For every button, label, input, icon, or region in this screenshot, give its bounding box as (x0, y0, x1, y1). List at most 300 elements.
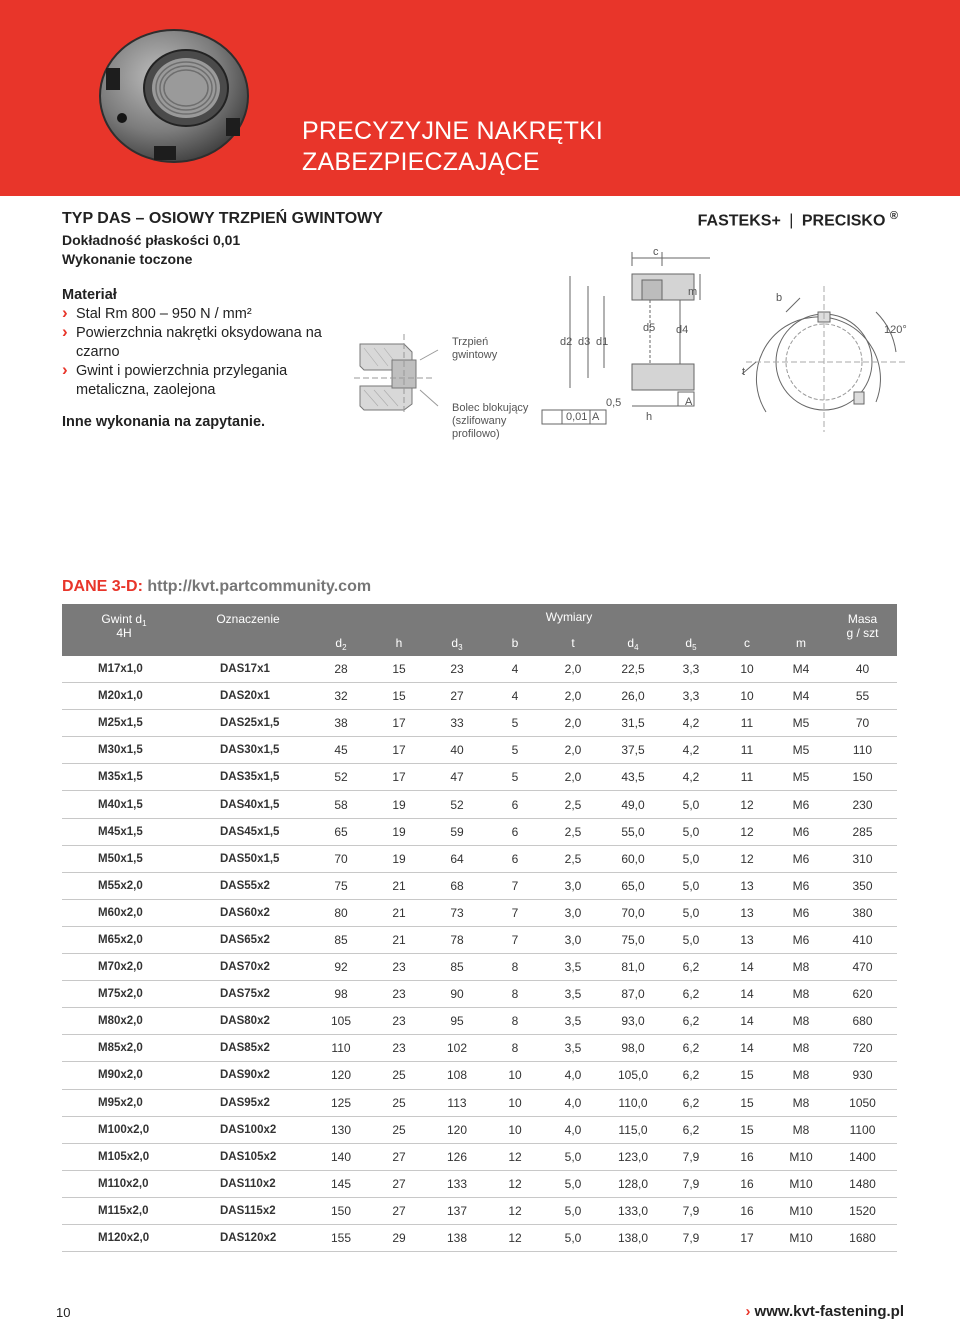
dim-cell: 21 (372, 926, 426, 953)
dim-cell: 10 (720, 656, 774, 683)
mass-cell: 1480 (828, 1170, 897, 1197)
mass-cell: 930 (828, 1062, 897, 1089)
code-cell: DAS40x1,5 (186, 791, 310, 818)
dim-cell: 10 (720, 683, 774, 710)
dim-cell: 52 (310, 764, 372, 791)
mass-cell: 110 (828, 737, 897, 764)
dim-cell: 12 (720, 791, 774, 818)
dim-cell: 3,5 (542, 981, 604, 1008)
col-mass-header: Masa g / szt (828, 604, 897, 656)
dim-cell: 93,0 (604, 1008, 662, 1035)
dim-cell: 113 (426, 1089, 488, 1116)
table-row (62, 656, 897, 683)
mass-cell: 410 (828, 926, 897, 953)
dim-cell: 13 (720, 899, 774, 926)
dim-cell: 2,0 (542, 764, 604, 791)
dane-3d-line (62, 578, 371, 596)
col-dim-header: h (372, 629, 426, 656)
dim-cell: 5,0 (542, 1224, 604, 1251)
mass-cell: 40 (828, 656, 897, 683)
dim-cell: M10 (774, 1224, 828, 1251)
dim-cell: 8 (488, 1035, 542, 1062)
code-cell: DAS25x1,5 (186, 710, 310, 737)
title-line-2: ZABEZPIECZAJĄCE (302, 148, 540, 176)
dim-cell: M8 (774, 954, 828, 981)
dim-cell: 55,0 (604, 818, 662, 845)
code-cell: DAS65x2 (186, 926, 310, 953)
dim-d2: d2 (560, 336, 573, 348)
dim-cell: 17 (372, 764, 426, 791)
dim-cell: M6 (774, 818, 828, 845)
mass-cell: 1400 (828, 1143, 897, 1170)
dim-cell: 3,3 (662, 683, 720, 710)
dim-cell: 2,5 (542, 818, 604, 845)
dim-cell: 98,0 (604, 1035, 662, 1062)
col-dim-header: m (774, 629, 828, 656)
dim-cell: 23 (426, 656, 488, 683)
dim-cell: 19 (372, 845, 426, 872)
dim-cell: 4,2 (662, 737, 720, 764)
code-cell: DAS30x1,5 (186, 737, 310, 764)
page-number: 10 (56, 1305, 71, 1320)
dim-cell: 32 (310, 683, 372, 710)
dim-cell: 25 (372, 1089, 426, 1116)
dim-cell: 150 (310, 1197, 372, 1224)
table-row (62, 926, 897, 953)
mass-cell: 620 (828, 981, 897, 1008)
dim-d3: d3 (578, 336, 591, 348)
dim-cell: 95 (426, 1008, 488, 1035)
dim-cell: 33 (426, 710, 488, 737)
dim-cell: 27 (426, 683, 488, 710)
dim-cell: 4 (488, 683, 542, 710)
dim-cell: 5,0 (662, 818, 720, 845)
dim-cell: 11 (720, 764, 774, 791)
dim-cell: 23 (372, 954, 426, 981)
dim-cell: 12 (488, 1143, 542, 1170)
front-view-diagram (726, 282, 916, 432)
dim-cell: 47 (426, 764, 488, 791)
dim-cell: M6 (774, 899, 828, 926)
dim-m: m (688, 286, 698, 298)
table-row (62, 764, 897, 791)
dim-cell: 3,0 (542, 926, 604, 953)
table-row (62, 899, 897, 926)
dim-cell: 11 (720, 710, 774, 737)
code-cell: DAS45x1,5 (186, 818, 310, 845)
footer-url-text[interactable]: www.kvt-fastening.pl (754, 1303, 904, 1320)
dim-cell: M10 (774, 1170, 828, 1197)
dim-cell: 5 (488, 710, 542, 737)
dim-cell: M4 (774, 683, 828, 710)
mass-cell: 150 (828, 764, 897, 791)
flatness-text: Dokładność płaskości 0,01 (62, 232, 241, 248)
table-body (62, 656, 897, 1252)
dim-cell: 31,5 (604, 710, 662, 737)
dim-cell: 10 (488, 1116, 542, 1143)
table-row (62, 1089, 897, 1116)
thread-cell: M85x2,0 (62, 1035, 186, 1062)
dim-cell: 80 (310, 899, 372, 926)
dim-cell: 81,0 (604, 954, 662, 981)
type-heading: TYP DAS – OSIOWY TRZPIEŃ GWINTOWY (62, 210, 383, 227)
code-cell: DAS17x1 (186, 656, 310, 683)
dim-cell: 6 (488, 845, 542, 872)
tolerance-flatness: 0,01 (566, 411, 588, 423)
col-dim-header: $d_5$ (662, 629, 720, 656)
lock-nut-photo (86, 18, 256, 178)
dim-cell: 22,5 (604, 656, 662, 683)
dim-d4: d4 (676, 324, 689, 336)
dim-cell: M8 (774, 1062, 828, 1089)
dim-cell: 3,5 (542, 954, 604, 981)
dim-cell: 21 (372, 899, 426, 926)
table-row (62, 1116, 897, 1143)
dim-cell: 40 (426, 737, 488, 764)
dim-cell: 123,0 (604, 1143, 662, 1170)
dim-cell: 5,0 (662, 791, 720, 818)
table-row (62, 737, 897, 764)
mass-cell: 55 (828, 683, 897, 710)
material-bullet: › Gwint i powierzchnia przylegania metaliczna, zaolejona (62, 362, 322, 400)
dim-cell: 7 (488, 872, 542, 899)
code-cell: DAS80x2 (186, 1008, 310, 1035)
dim-cell: 5,0 (662, 899, 720, 926)
dim-cell: 8 (488, 981, 542, 1008)
thread-cell: M25x1,5 (62, 710, 186, 737)
dim-cell: 3,3 (662, 656, 720, 683)
chevron-icon: › (745, 1303, 751, 1320)
dim-cell: 17 (372, 737, 426, 764)
thread-cell: M55x2,0 (62, 872, 186, 899)
table-row (62, 1008, 897, 1035)
dim-cell: 13 (720, 926, 774, 953)
dim-cell: 5,0 (542, 1170, 604, 1197)
dim-cell: 8 (488, 1008, 542, 1035)
thread-cell: M17x1,0 (62, 656, 186, 683)
dim-cell: 110 (310, 1035, 372, 1062)
lock-pin-label: Bolec blokujący (szlifowany profilowo) (452, 402, 529, 440)
code-cell: DAS100x2 (186, 1116, 310, 1143)
dim-cell: 15 (720, 1062, 774, 1089)
dim-cell: 19 (372, 818, 426, 845)
dim-cell: 110,0 (604, 1089, 662, 1116)
dim-cell: 25 (372, 1116, 426, 1143)
dim-cell: 7,9 (662, 1224, 720, 1251)
dim-cell: 4,0 (542, 1116, 604, 1143)
dim-cell: 6 (488, 818, 542, 845)
dim-cell: 65,0 (604, 872, 662, 899)
table-row (62, 683, 897, 710)
dim-cell: 138 (426, 1224, 488, 1251)
dim-cell: 23 (372, 1035, 426, 1062)
dim-cell: M10 (774, 1197, 828, 1224)
dim-cell: 73 (426, 899, 488, 926)
dim-cell: 6,2 (662, 981, 720, 1008)
dim-cell: 45 (310, 737, 372, 764)
dim-cell: 27 (372, 1143, 426, 1170)
dim-cell: 6,2 (662, 1089, 720, 1116)
dim-cell: 3,5 (542, 1035, 604, 1062)
other-versions-note: Inne wykonania na zapytanie. (62, 414, 266, 430)
dim-cell: 37,5 (604, 737, 662, 764)
table-row (62, 710, 897, 737)
brand-logo: FASTEKS+ | PRECISKO ® (697, 210, 898, 230)
code-cell: DAS105x2 (186, 1143, 310, 1170)
dim-cell: 68 (426, 872, 488, 899)
dim-cell: 43,5 (604, 764, 662, 791)
col-dim-header: t (542, 629, 604, 656)
dim-cell: 120 (310, 1062, 372, 1089)
table-row (62, 1170, 897, 1197)
col-dim-header: $d_3$ (426, 629, 488, 656)
code-cell: DAS75x2 (186, 981, 310, 1008)
dim-cell: 133,0 (604, 1197, 662, 1224)
code-cell: DAS85x2 (186, 1035, 310, 1062)
dim-cell: 8 (488, 954, 542, 981)
table-row (62, 818, 897, 845)
dim-cell: M6 (774, 845, 828, 872)
dim-cell: 90 (426, 981, 488, 1008)
dim-cell: 5,0 (662, 872, 720, 899)
dim-cell: 87,0 (604, 981, 662, 1008)
dim-cell: 25 (372, 1062, 426, 1089)
specs-table (62, 604, 897, 1252)
table-row (62, 1062, 897, 1089)
dim-cell: 75 (310, 872, 372, 899)
thread-cell: M35x1,5 (62, 764, 186, 791)
dim-cell: 16 (720, 1143, 774, 1170)
col-dim-header: $d_4$ (604, 629, 662, 656)
dim-cell: 5,0 (662, 845, 720, 872)
code-cell: DAS90x2 (186, 1062, 310, 1089)
dim-cell: 15 (372, 683, 426, 710)
dim-cell: 75,0 (604, 926, 662, 953)
dim-cell: M6 (774, 872, 828, 899)
dim-cell: 78 (426, 926, 488, 953)
dim-cell: 6,2 (662, 1008, 720, 1035)
mass-cell: 350 (828, 872, 897, 899)
thread-cell: M30x1,5 (62, 737, 186, 764)
col-dims-header: Wymiary (310, 604, 828, 629)
footer-website[interactable] (746, 1303, 904, 1320)
mass-cell: 720 (828, 1035, 897, 1062)
thread-cell: M60x2,0 (62, 899, 186, 926)
dim-cell: 26,0 (604, 683, 662, 710)
dim-cell: 105,0 (604, 1062, 662, 1089)
material-bullet: › Powierzchnia nakrętki oksydowana na czarno (62, 324, 322, 362)
code-cell: DAS20x1 (186, 683, 310, 710)
dim-cell: 21 (372, 872, 426, 899)
dim-cell: 125 (310, 1089, 372, 1116)
dim-cell: M8 (774, 981, 828, 1008)
table-row (62, 791, 897, 818)
table-row (62, 1143, 897, 1170)
thread-cell: M100x2,0 (62, 1116, 186, 1143)
dim-cell: 128,0 (604, 1170, 662, 1197)
dim-cell: 17 (372, 710, 426, 737)
dim-cell: 3,5 (542, 1008, 604, 1035)
dim-cell: 140 (310, 1143, 372, 1170)
thread-cell: M90x2,0 (62, 1062, 186, 1089)
dim-cell: 16 (720, 1197, 774, 1224)
dim-cell: 15 (372, 656, 426, 683)
dim-cell: 5,0 (542, 1143, 604, 1170)
dim-cell: M4 (774, 656, 828, 683)
code-cell: DAS35x1,5 (186, 764, 310, 791)
mass-cell: 380 (828, 899, 897, 926)
mass-cell: 680 (828, 1008, 897, 1035)
dim-cell: 102 (426, 1035, 488, 1062)
dim-cell: M6 (774, 791, 828, 818)
dim-cell: 49,0 (604, 791, 662, 818)
dim-cell: 105 (310, 1008, 372, 1035)
dim-cell: 23 (372, 1008, 426, 1035)
thread-cell: M40x1,5 (62, 791, 186, 818)
code-cell: DAS120x2 (186, 1224, 310, 1251)
table-row (62, 954, 897, 981)
dim-cell: 2,0 (542, 683, 604, 710)
dim-cell: 130 (310, 1116, 372, 1143)
dim-cell: 11 (720, 737, 774, 764)
dim-d5: d5 (643, 322, 656, 334)
brand-right: PRECISKO (801, 212, 886, 230)
dim-cell: 38 (310, 710, 372, 737)
table-row (62, 1224, 897, 1251)
ref-a: A (685, 396, 693, 408)
table-row (62, 1035, 897, 1062)
dane-url[interactable]: http://kvt.partcommunity.com (147, 578, 372, 595)
thread-cell: M20x1,0 (62, 683, 186, 710)
dim-cell: 126 (426, 1143, 488, 1170)
dim-cell: 85 (426, 954, 488, 981)
dim-cell: M5 (774, 710, 828, 737)
dim-cell: 7 (488, 926, 542, 953)
dim-cell: 5,0 (662, 926, 720, 953)
mass-cell: 1100 (828, 1116, 897, 1143)
dim-cell: 29 (372, 1224, 426, 1251)
dim-cell: 6,2 (662, 1062, 720, 1089)
dim-cell: 7,9 (662, 1197, 720, 1224)
mass-cell: 230 (828, 791, 897, 818)
thread-cell: M120x2,0 (62, 1224, 186, 1251)
col-thread-header: Gwint $d_1$ 4H (62, 604, 186, 656)
dim-cell: 52 (426, 791, 488, 818)
dim-cell: 115,0 (604, 1116, 662, 1143)
mass-cell: 1520 (828, 1197, 897, 1224)
mass-cell: 470 (828, 954, 897, 981)
dim-cell: 4,0 (542, 1062, 604, 1089)
dim-cell: 5,0 (542, 1197, 604, 1224)
dim-cell: 3,0 (542, 899, 604, 926)
dim-cell: 6,2 (662, 954, 720, 981)
dim-cell: 2,5 (542, 845, 604, 872)
dim-cell: 4,2 (662, 764, 720, 791)
dim-cell: 4,2 (662, 710, 720, 737)
thread-cell: M75x2,0 (62, 981, 186, 1008)
dim-cell: 23 (372, 981, 426, 1008)
dim-c: c (653, 246, 659, 258)
material-list (62, 305, 322, 400)
dim-cell: 14 (720, 1008, 774, 1035)
dim-h: h (646, 411, 653, 423)
dim-cell: M8 (774, 1089, 828, 1116)
dim-cell: 10 (488, 1062, 542, 1089)
table-row (62, 1197, 897, 1224)
col-dim-header: b (488, 629, 542, 656)
dim-t: t (742, 366, 746, 378)
dim-cell: 2,0 (542, 710, 604, 737)
dim-cell: 58 (310, 791, 372, 818)
dim-cell: 19 (372, 791, 426, 818)
dim-cell: 70 (310, 845, 372, 872)
code-cell: DAS50x1,5 (186, 845, 310, 872)
thread-cell: M65x2,0 (62, 926, 186, 953)
dim-cell: 60,0 (604, 845, 662, 872)
mass-cell: 285 (828, 818, 897, 845)
dim-cell: 28 (310, 656, 372, 683)
thread-cell: M50x1,5 (62, 845, 186, 872)
thread-cell: M95x2,0 (62, 1089, 186, 1116)
pin-label: Trzpień gwintowy (452, 336, 498, 361)
dim-cell: 14 (720, 1035, 774, 1062)
col-dim-header: $d_2$ (310, 629, 372, 656)
code-cell: DAS60x2 (186, 899, 310, 926)
dim-cell: 12 (720, 818, 774, 845)
dim-cell: 15 (720, 1116, 774, 1143)
finish-text: Wykonanie toczone (62, 251, 193, 267)
dim-cell: 70,0 (604, 899, 662, 926)
dim-cell: 7,9 (662, 1170, 720, 1197)
tolerance-ref: A (592, 411, 600, 423)
dim-cell: 6,2 (662, 1035, 720, 1062)
dim-cell: 5 (488, 764, 542, 791)
dim-cell: 5 (488, 737, 542, 764)
thread-cell: M70x2,0 (62, 954, 186, 981)
angle-label: 120° (884, 324, 907, 336)
dim-cell: M8 (774, 1035, 828, 1062)
dim-cell: 13 (720, 872, 774, 899)
tolerance-05: 0,5 (606, 397, 622, 409)
dim-cell: 17 (720, 1224, 774, 1251)
dim-cell: 14 (720, 954, 774, 981)
mass-cell: 70 (828, 710, 897, 737)
code-cell: DAS95x2 (186, 1089, 310, 1116)
dim-cell: 64 (426, 845, 488, 872)
dim-cell: M8 (774, 1116, 828, 1143)
dim-cell: 12 (720, 845, 774, 872)
dim-cell: 2,5 (542, 791, 604, 818)
dim-cell: 6 (488, 791, 542, 818)
dim-cell: M8 (774, 1008, 828, 1035)
dim-cell: 98 (310, 981, 372, 1008)
thread-cell: M105x2,0 (62, 1143, 186, 1170)
title-line-1: PRECYZYJNE NAKRĘTKI (302, 117, 604, 145)
dim-cell: 65 (310, 818, 372, 845)
code-cell: DAS70x2 (186, 954, 310, 981)
dim-cell: 15 (720, 1089, 774, 1116)
code-cell: DAS115x2 (186, 1197, 310, 1224)
mass-cell: 310 (828, 845, 897, 872)
dim-cell: 12 (488, 1197, 542, 1224)
table-row (62, 845, 897, 872)
dim-cell: 16 (720, 1170, 774, 1197)
thread-cell: M80x2,0 (62, 1008, 186, 1035)
dim-cell: 14 (720, 981, 774, 1008)
dim-cell: 10 (488, 1089, 542, 1116)
thread-cell: M115x2,0 (62, 1197, 186, 1224)
dim-cell: 59 (426, 818, 488, 845)
